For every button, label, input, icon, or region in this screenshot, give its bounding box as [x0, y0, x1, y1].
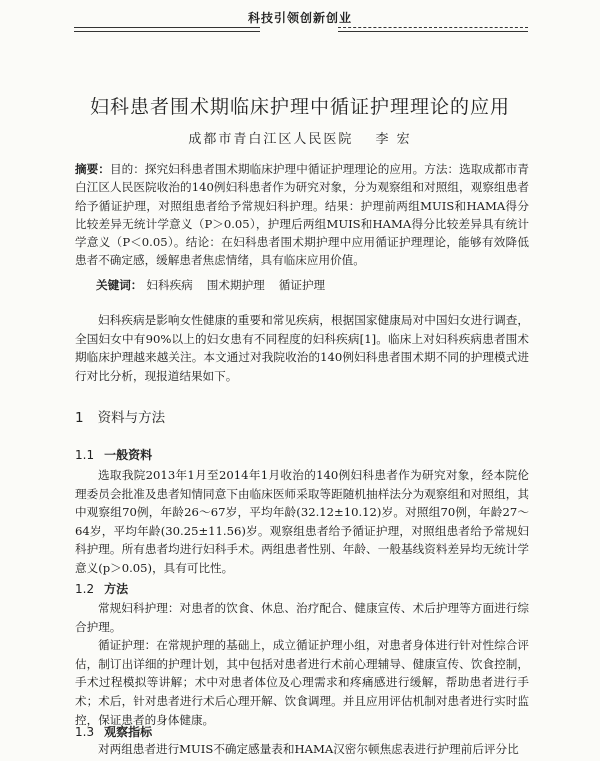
subsection-title: 方法 [104, 582, 129, 596]
subsection-heading-1-1 [75, 446, 152, 463]
abstract [75, 160, 529, 270]
subsection-number: 1.3 [75, 725, 95, 739]
introduction [75, 311, 529, 385]
section-number: 1 [75, 410, 84, 426]
header-rule-left [74, 27, 260, 28]
general-data-paragraph: 选取我院2013年1月至2014年1月收治的140例妇科患者作为研究对象，经本院伦理委员会批准及患者知情同意下由临床医师采取等距随机抽样法分为观察组和对照组，其中观察组70例，年龄26～67岁，平均年龄(32.12±10.12)岁。对照组70例，年龄27～64岁，平均年龄(30.25±11.56)岁。观察组患者给予循证护理，对照组患者给予常规妇科护理。所有患者均进行妇科手术。两组患者性别、年龄、一般基线资料差异均无统计学意义(p＞0.05)，具有可比性。 [75, 468, 529, 575]
author-name: 李 宏 [375, 132, 412, 147]
keywords [96, 276, 526, 294]
indicators-paragraph: 对两组患者进行MUIS不确定感量表和HAMA汉密尔顿焦虑表进行护理前后评分比 [98, 742, 519, 756]
keyword-item: 循证护理 [278, 278, 326, 292]
keywords-label: 关键词： [96, 278, 143, 292]
keyword-item: 围术期护理 [206, 278, 265, 292]
general-data-section [75, 466, 529, 578]
author-line [0, 128, 600, 147]
article-title: 妇科患者围术期临床护理中循证护理理论的应用 [89, 96, 510, 118]
abstract-text: 目的：探究妇科患者围术期临床护理中循证护理理论的应用。方法：选取成都市青白江区人民医院收治的140例妇科患者作为研究对象，分为观察组和对照组，观察组患者给予循证护理，对照组患者给予常规妇科护理。结果：护理前两组MUIS和HAMA得分比较差异无统计学意义（P＞0.05），护理后两组MUIS和HAMA得分比较差异具有统计学意义（P＜0.05）。结论：在妇科患者围术期护理中应用循证护理理论，能够有效降低患者不确定感，缓解患者焦虑情绪，具有临床应用价值。 [75, 162, 529, 268]
indicators-section [75, 740, 529, 759]
subsection-number: 1.2 [75, 582, 95, 596]
section-title: 资料与方法 [97, 410, 166, 426]
running-header [0, 0, 600, 40]
subsection-title: 一般资料 [104, 448, 153, 462]
journal-column-title: 科技引领创新创业 [247, 11, 352, 25]
methods-section [75, 599, 529, 729]
intro-paragraph: 妇科疾病是影响女性健康的重要和常见疾病，根据国家健康局对中国妇女进行调查，全国妇女中有90%以上的妇女患有不同程度的妇科疾病[1]。临床上对妇科疾病患者围术期临床护理越来越关注。本文通过对我院收治的140例妇科患者围术期不同的护理模式进行对比分析，现报道结果如下。 [75, 313, 529, 383]
section-heading [75, 406, 165, 426]
subsection-title: 观察指标 [104, 725, 153, 739]
header-rule-right-thin [338, 31, 528, 32]
subsection-heading-1-2 [75, 580, 128, 597]
subsection-number: 1.1 [75, 448, 95, 462]
evidence-care-paragraph: 循证护理：在常规护理的基础上，成立循证护理小组，对患者身体进行针对性综合评估，制订出详细的护理计划，其中包括对患者进行术前心理辅导、健康宣传、饮食控制，手术过程模拟等讲解；术中对患者体位及心理需求和疼痛感进行缓解，帮助患者进行手术；术后，针对患者进行术后心理开解、饮食调理。并且应用评估机制对患者进行实时监控，保证患者的身体健康。 [75, 638, 529, 727]
abstract-label: 摘要： [75, 162, 110, 176]
author-affiliation: 成都市青白江区人民医院 [188, 132, 354, 147]
header-rule-right [338, 27, 528, 28]
keyword-item: 妇科疾病 [146, 278, 193, 292]
header-rule-left-thin [74, 31, 260, 32]
routine-care-paragraph: 常规妇科护理：对患者的饮食、休息、治疗配合、健康宣传、术后护理等方面进行综合护理。 [75, 601, 529, 634]
subsection-heading-1-3 [75, 723, 152, 740]
